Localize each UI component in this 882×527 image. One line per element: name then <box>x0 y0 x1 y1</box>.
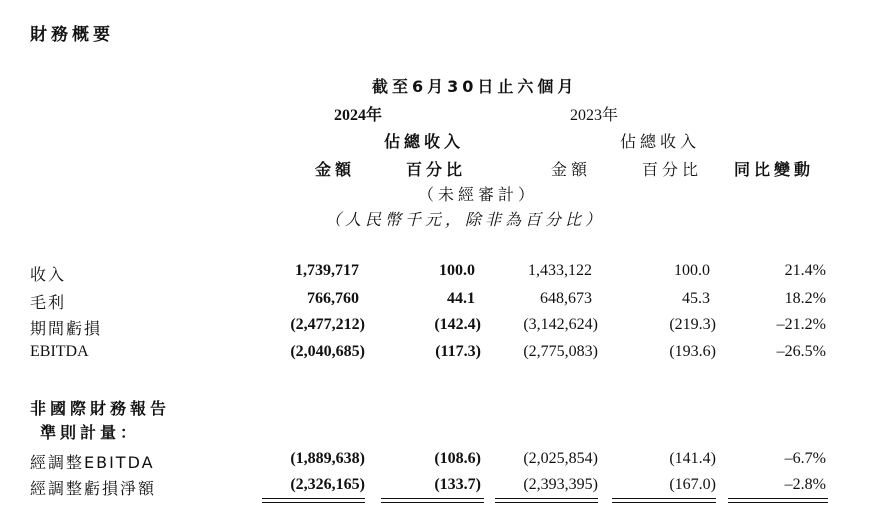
total-underline <box>728 498 828 503</box>
percent-2023-cell: (141.4) <box>669 450 716 467</box>
total-underline <box>495 498 598 503</box>
amount-2023-cell: (2,393,395) <box>523 476 598 493</box>
amount-2023-cell: 648,673 <box>540 290 592 307</box>
total-underline <box>381 498 484 503</box>
amount-2023-cell: 1,433,122 <box>528 262 592 279</box>
pct-of-revenue-header-2023: 佔總收入 <box>620 132 701 151</box>
percent-2024-cell: (117.3) <box>435 343 481 360</box>
percent-header-2024: 百分比 <box>406 160 467 179</box>
percent-2023-cell: (167.0) <box>669 476 716 493</box>
pct-of-revenue-header-2024: 佔總收入 <box>384 132 465 151</box>
row-label: EBITDA <box>30 343 89 360</box>
amount-header-2024: 金額 <box>315 160 356 179</box>
yoy-change-header: 同比變動 <box>734 160 815 179</box>
percent-2024-cell: (142.4) <box>434 316 481 333</box>
percent-2024-cell: (133.7) <box>434 476 481 493</box>
amount-2023-cell: (3,142,624) <box>523 316 598 333</box>
amount-2024-cell: (1,889,638) <box>290 450 365 467</box>
row-label: 經調整EBITDA <box>30 453 155 472</box>
non-ifrs-heading-cont: 準則計量： <box>40 423 141 442</box>
percent-header-2023: 百分比 <box>642 160 703 179</box>
non-ifrs-heading: 非國際財務報告 <box>30 399 171 418</box>
unit-note: （人民幣千元，除非為百分比） <box>325 210 606 229</box>
yoy-cell: –6.7% <box>784 450 826 467</box>
percent-2023-cell: 100.0 <box>674 262 710 279</box>
row-label: 收入 <box>30 265 67 284</box>
unaudited-note: （未經審計） <box>418 185 539 204</box>
year-2023-header: 2023年 <box>570 107 619 124</box>
row-label: 期間虧損 <box>30 319 103 338</box>
page-title: 財務概要 <box>30 25 114 45</box>
row-label: 毛利 <box>30 293 67 312</box>
percent-2023-cell: (193.6) <box>669 343 716 360</box>
amount-2023-cell: (2,025,854) <box>523 450 598 467</box>
amount-2024-cell: (2,477,212) <box>290 316 365 333</box>
yoy-cell: 18.2% <box>784 290 826 307</box>
amount-2023-cell: (2,775,083) <box>523 343 598 360</box>
total-underline <box>262 498 365 503</box>
yoy-cell: –21.2% <box>776 316 826 333</box>
amount-2024-cell: (2,040,685) <box>290 343 365 360</box>
yoy-cell: 21.4% <box>784 262 826 279</box>
percent-2023-cell: 45.3 <box>682 290 710 307</box>
year-2024-header: 2024年 <box>334 107 383 124</box>
total-underline <box>612 498 716 503</box>
percent-2024-cell: 100.0 <box>439 262 475 279</box>
amount-header-2023: 金額 <box>551 160 592 179</box>
yoy-cell: –2.8% <box>784 476 826 493</box>
period-header: 截至6月30日止六個月 <box>372 77 578 96</box>
amount-2024-cell: (2,326,165) <box>290 476 365 493</box>
yoy-cell: –26.5% <box>776 343 826 360</box>
percent-2024-cell: 44.1 <box>447 290 475 307</box>
percent-2024-cell: (108.6) <box>434 450 481 467</box>
amount-2024-cell: 766,760 <box>307 290 359 307</box>
amount-2024-cell: 1,739,717 <box>295 262 359 279</box>
percent-2023-cell: (219.3) <box>669 316 716 333</box>
row-label: 經調整虧損淨額 <box>30 479 157 498</box>
